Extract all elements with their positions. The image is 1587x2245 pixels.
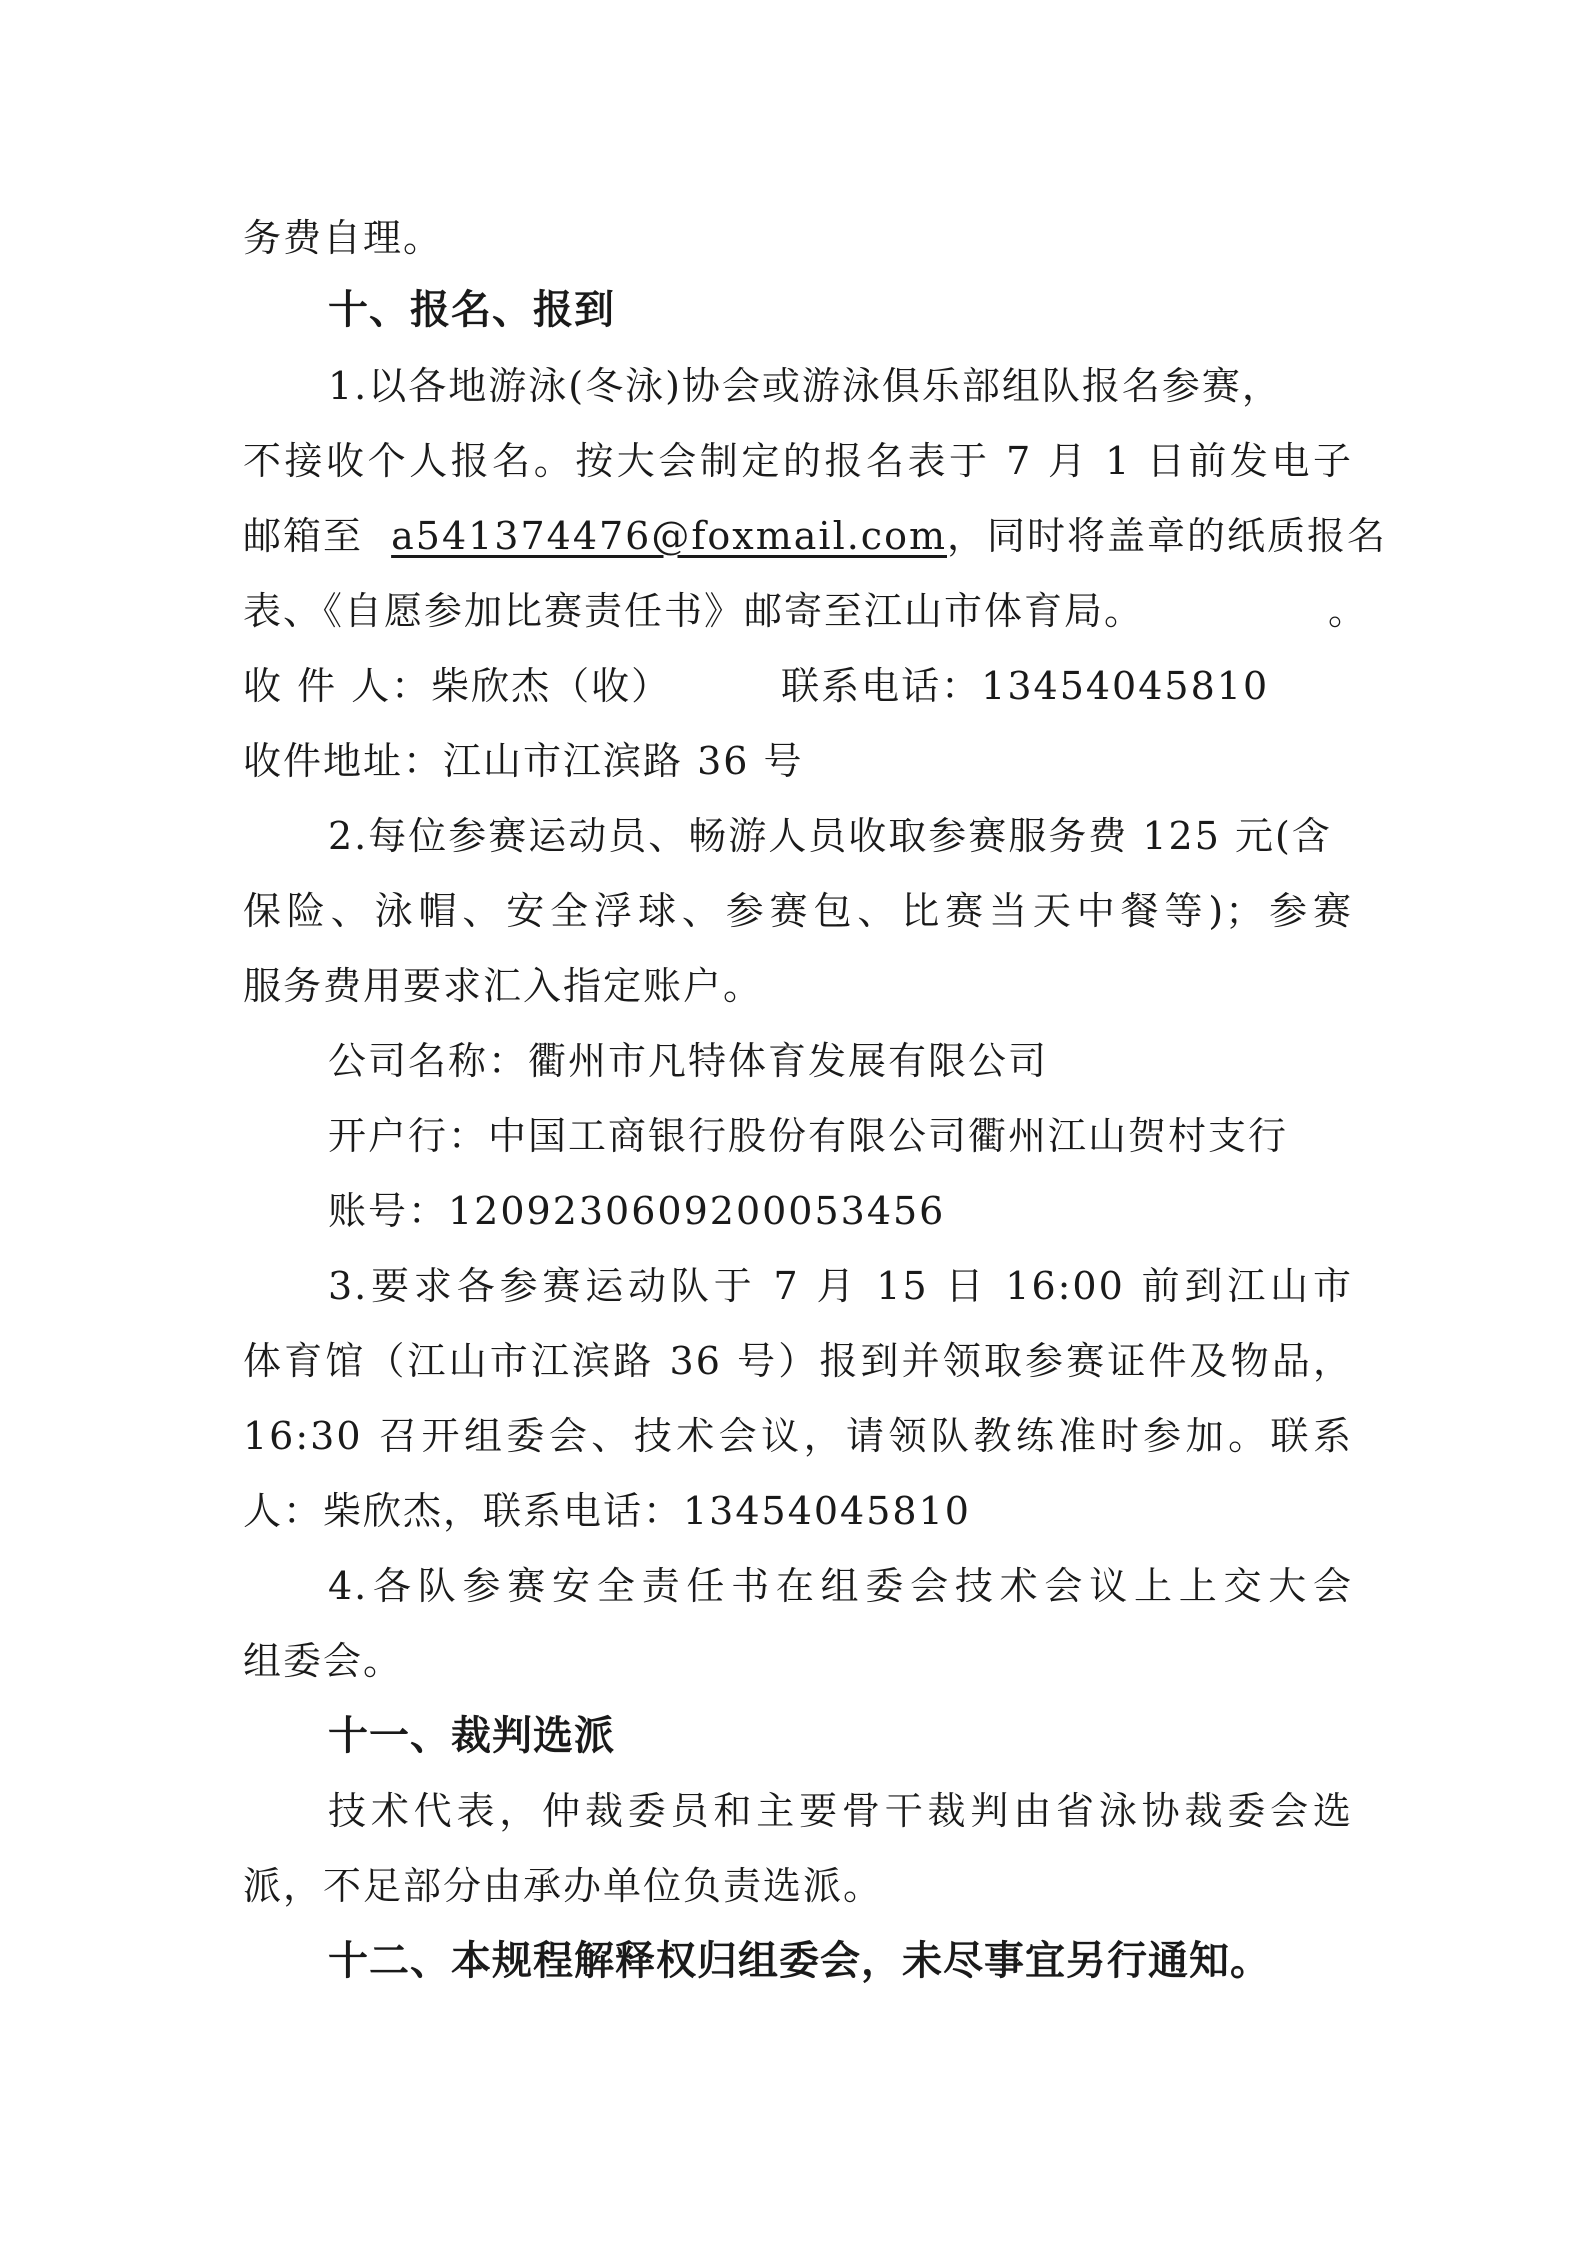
section-heading-11: 十一、裁判选派 xyxy=(328,1713,615,1759)
paragraph-line: 组委会。 xyxy=(243,1639,404,1683)
paragraph-text: 表、《自愿参加比赛责任书》邮寄至江山市体育局。 xyxy=(243,589,1145,633)
section-heading-12: 十二、本规程解释权归组委会，未尽事宜另行通知。 xyxy=(328,1938,1271,1984)
account-number: 账号：1209230609200053456 xyxy=(328,1189,946,1233)
email-link[interactable]: a541374476@foxmail.com xyxy=(391,514,947,558)
paragraph-line: 体育馆（江山市江滨路 36 号）报到并领取参赛证件及物品， xyxy=(243,1339,1353,1383)
recipient-line xyxy=(243,662,1353,710)
paragraph-line: 3.要求各参赛运动队于 7 月 15 日 16:00 前到江山市 xyxy=(328,1264,1353,1308)
paragraph-line: 保险、泳帽、安全浮球、参赛包、比赛当天中餐等)；参赛 xyxy=(243,889,1353,933)
paragraph-line: 4.各队参赛安全责任书在组委会技术会议上上交大会 xyxy=(328,1564,1353,1608)
paragraph-line xyxy=(243,512,1388,560)
paragraph-line: 技术代表，仲裁委员和主要骨干裁判由省泳协裁委会选 xyxy=(328,1789,1353,1833)
paragraph-line: 2.每位参赛运动员、畅游人员收取参赛服务费 125 元(含 xyxy=(328,814,1332,858)
paragraph-text: ，同时将盖章的纸质报名 xyxy=(947,514,1388,558)
recipient-phone: 联系电话：13454045810 xyxy=(781,664,1270,708)
address-line: 收件地址：江山市江滨路 36 号 xyxy=(243,739,804,783)
section-heading-10: 十、报名、报到 xyxy=(328,287,615,333)
company-name: 公司名称：衢州市凡特体育发展有限公司 xyxy=(328,1039,1049,1083)
paragraph-line: 16:30 召开组委会、技术会议，请领队教练准时参加。联系 xyxy=(243,1414,1353,1458)
paragraph-text: 邮箱至 xyxy=(243,514,364,558)
paragraph-line: 1.以各地游泳(冬泳)协会或游泳俱乐部组队报名参赛， xyxy=(328,364,1282,408)
paragraph-line: 务费自理。 xyxy=(243,216,444,260)
bank-name: 开户行：中国工商银行股份有限公司衢州江山贺村支行 xyxy=(328,1114,1289,1158)
paragraph-line: 不接收个人报名。按大会制定的报名表于 7 月 1 日前发电子 xyxy=(243,439,1353,483)
paragraph-line: 人：柴欣杰，联系电话：13454045810 xyxy=(243,1489,971,1533)
recipient-name: 收 件 人：柴欣杰（收） xyxy=(243,664,672,708)
paragraph-line: 派，不足部分由承办单位负责选派。 xyxy=(243,1864,884,1908)
stray-punctuation: 。 xyxy=(1328,589,1369,633)
paragraph-line: 服务费用要求汇入指定账户。 xyxy=(243,964,764,1008)
paragraph-line xyxy=(243,587,1369,635)
